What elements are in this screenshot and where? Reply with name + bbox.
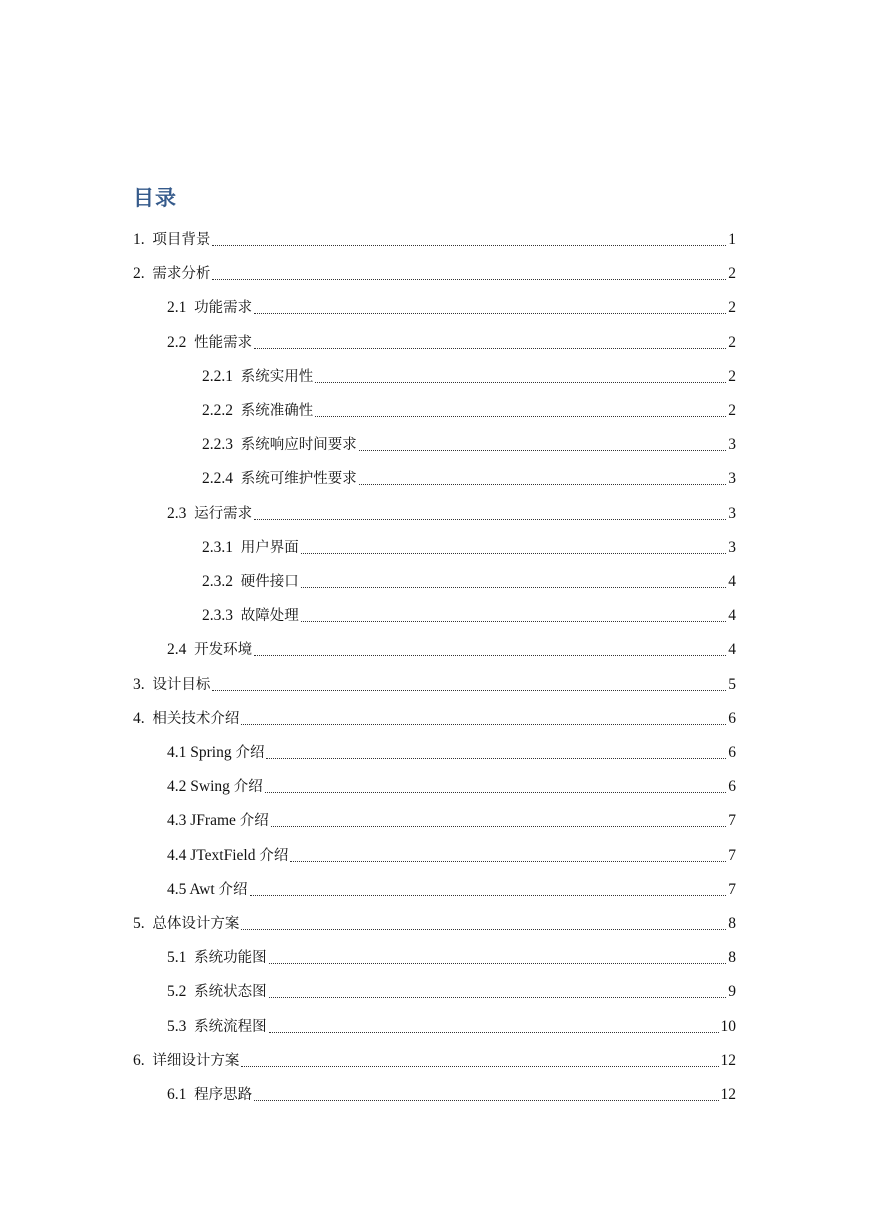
toc-entry-number: 4. — [133, 709, 145, 727]
toc-entry-number: 1. — [133, 231, 145, 248]
toc-entry-title: 设计目标 — [152, 676, 211, 693]
toc-entry-page: 1 — [728, 231, 736, 248]
toc-dot-leader — [315, 416, 726, 417]
toc-entry-spacer — [233, 469, 241, 489]
toc-entry-spacer — [145, 914, 153, 934]
toc-entry[interactable] — [167, 874, 736, 900]
toc-entry[interactable] — [167, 737, 736, 763]
toc-entry-spacer — [186, 948, 194, 968]
toc-entry[interactable] — [133, 669, 736, 695]
toc-dot-leader — [290, 861, 726, 862]
toc-dot-leader — [269, 1032, 719, 1033]
toc-entry-page: 9 — [728, 983, 736, 1001]
toc-entry-number: 2. — [133, 265, 145, 283]
toc-dot-leader — [265, 792, 727, 793]
toc-entry-spacer — [233, 435, 241, 455]
toc-entry[interactable] — [167, 292, 736, 318]
toc-entry-spacer — [186, 982, 194, 1002]
toc-entry-number: 2.2.1 — [202, 367, 233, 385]
toc-entry-title: 介绍 — [218, 881, 248, 898]
toc-entry[interactable] — [167, 976, 736, 1002]
toc-dot-leader — [212, 245, 726, 246]
toc-entry-page: 3 — [728, 436, 736, 454]
toc-dot-leader — [271, 826, 726, 827]
toc-entry-page: 4 — [728, 607, 736, 625]
toc-entry-spacer — [145, 675, 153, 695]
toc-entry[interactable] — [167, 805, 736, 831]
toc-entry-spacer — [186, 298, 194, 318]
toc-dot-leader — [241, 1066, 718, 1067]
toc-entry-number: 2.2.3 — [202, 436, 233, 454]
toc-dot-leader — [301, 621, 727, 622]
toc-dot-leader — [254, 655, 726, 656]
toc-entry-title: 运行需求 — [194, 505, 253, 522]
toc-dot-leader — [266, 758, 726, 759]
toc-entry-spacer — [233, 401, 241, 421]
toc-dot-leader — [359, 484, 727, 485]
toc-entry-page: 2 — [728, 265, 736, 283]
toc-entry-number: 5.1 — [167, 949, 187, 967]
toc-entry-title: 系统准确性 — [240, 403, 314, 419]
toc-entry[interactable] — [167, 1011, 736, 1037]
toc-dot-leader — [212, 279, 726, 280]
toc-entry-title: 系统流程图 — [194, 1018, 267, 1035]
toc-entry-spacer — [233, 367, 241, 387]
toc-entry-number: 4.3 JFrame — [167, 812, 236, 830]
toc-entry-page: 2 — [728, 333, 736, 351]
toc-entry[interactable] — [133, 703, 736, 729]
toc-entry-page: 12 — [720, 1051, 736, 1069]
toc-entry-title: 详细设计方案 — [152, 1052, 240, 1069]
toc-entry-number: 5.2 — [167, 983, 187, 1001]
toc-dot-leader — [315, 382, 726, 383]
toc-dot-leader — [254, 1100, 718, 1101]
toc-entry-spacer — [186, 1085, 194, 1105]
toc-entry-title: 系统响应时间要求 — [240, 437, 357, 454]
toc-entry-number: 4.5 Awt — [167, 880, 215, 898]
toc-entry-number: 2.2 — [167, 333, 187, 351]
toc-entry-page: 3 — [728, 504, 736, 522]
toc-entry-spacer — [186, 333, 194, 353]
toc-entry-page: 7 — [728, 880, 736, 898]
toc-entry[interactable] — [167, 1079, 736, 1105]
toc-entry-number: 4.1 Spring — [167, 744, 232, 761]
toc-title: 目录 — [133, 186, 177, 210]
toc-entry[interactable] — [133, 908, 736, 934]
toc-entry[interactable] — [133, 1045, 736, 1071]
toc-entry[interactable] — [202, 532, 736, 558]
toc-entry-spacer — [145, 709, 153, 729]
toc-entry-number: 2.3 — [167, 504, 187, 522]
toc-entry-page: 2 — [728, 402, 736, 419]
toc-entry-spacer — [145, 230, 153, 250]
toc-entry-title: 系统功能图 — [194, 950, 267, 967]
toc-dot-leader — [301, 553, 727, 554]
toc-entry-title: 介绍 — [239, 813, 269, 830]
toc-dot-leader — [254, 313, 726, 314]
toc-entry-page: 6 — [728, 778, 736, 796]
toc-entry-number: 2.4 — [167, 641, 187, 659]
toc-entry-title: 功能需求 — [194, 300, 253, 317]
toc-entry-title: 系统可维护性要求 — [240, 471, 357, 488]
toc-dot-leader — [254, 519, 726, 520]
toc-entry[interactable] — [167, 840, 736, 866]
toc-dot-leader — [269, 963, 727, 964]
toc-entry-number: 3. — [133, 675, 145, 693]
toc-dot-leader — [250, 895, 727, 896]
toc-entry-spacer — [233, 538, 241, 558]
toc-entry-title: 总体设计方案 — [152, 916, 240, 932]
toc-entry-page: 4 — [728, 573, 736, 590]
toc-entry[interactable] — [202, 395, 736, 421]
toc-entry[interactable] — [202, 463, 736, 489]
toc-entry-title: 介绍 — [235, 745, 265, 761]
toc-entry-page: 12 — [720, 1086, 736, 1103]
toc-entry-spacer — [145, 264, 153, 284]
toc-entry-page: 10 — [720, 1017, 736, 1035]
toc-entry-page: 7 — [728, 812, 736, 830]
toc-dot-leader — [269, 997, 727, 998]
toc-entry-number: 2.3.1 — [202, 538, 233, 556]
toc-entry-title: 系统实用性 — [240, 368, 314, 385]
toc-entry-page: 7 — [728, 846, 736, 864]
toc-entry[interactable] — [167, 942, 736, 968]
toc-entry[interactable] — [202, 600, 736, 626]
toc-entry-title: 介绍 — [233, 779, 263, 796]
toc-dot-leader — [254, 348, 726, 349]
toc-entry-page: 6 — [728, 709, 736, 727]
toc-entry-title: 介绍 — [259, 847, 289, 864]
toc-entry-title: 系统状态图 — [194, 984, 267, 1001]
toc-entry-spacer — [186, 640, 194, 660]
toc-entry-number: 6. — [133, 1051, 145, 1069]
toc-dot-leader — [359, 450, 727, 451]
toc-entry[interactable] — [202, 361, 736, 387]
toc-entry-number: 4.2 Swing — [167, 778, 230, 796]
toc-entry-page: 5 — [728, 675, 736, 693]
toc-entry[interactable] — [167, 634, 736, 660]
toc-entry-title: 开发环境 — [194, 642, 253, 659]
toc-entry-number: 4.4 JTextField — [167, 846, 256, 864]
toc-entry-title: 相关技术介绍 — [152, 710, 240, 727]
toc-entry-title: 性能需求 — [194, 334, 253, 351]
toc-entry-spacer — [186, 1017, 194, 1037]
toc-entry-number: 2.2.4 — [202, 470, 233, 488]
toc-dot-leader — [241, 724, 726, 725]
toc-entry[interactable] — [133, 224, 736, 250]
toc-entry-title: 故障处理 — [240, 608, 299, 625]
toc-entry-title: 用户界面 — [240, 539, 299, 556]
toc-entry-spacer — [233, 606, 241, 626]
toc-entry-spacer — [233, 572, 241, 592]
toc-entry-number: 6.1 — [167, 1086, 187, 1103]
toc-entry-title: 程序思路 — [194, 1087, 253, 1103]
toc-entry[interactable] — [133, 258, 736, 284]
toc-entry-page: 2 — [728, 367, 736, 385]
toc-entry-title: 硬件接口 — [240, 574, 299, 590]
toc-entry-page: 3 — [728, 538, 736, 556]
toc-entry-number: 2.3.3 — [202, 607, 233, 625]
toc-entry-number: 2.2.2 — [202, 402, 233, 419]
toc-entry-spacer — [186, 504, 194, 524]
toc-entry-title: 需求分析 — [152, 266, 211, 283]
toc-entry[interactable] — [167, 327, 736, 353]
toc-entry-page: 3 — [728, 470, 736, 488]
toc-entry-title: 项目背景 — [152, 232, 211, 248]
toc-entry-number: 5.3 — [167, 1017, 187, 1035]
toc-entry[interactable] — [167, 771, 736, 797]
toc-entry-page: 8 — [728, 949, 736, 967]
toc-entry-page: 6 — [728, 744, 736, 761]
toc-entry-number: 2.3.2 — [202, 573, 233, 590]
toc-entry-spacer — [145, 1051, 153, 1071]
toc-dot-leader — [212, 690, 726, 691]
toc-dot-leader — [301, 587, 727, 588]
toc-entry-page: 4 — [728, 641, 736, 659]
toc-entry[interactable] — [202, 566, 736, 592]
toc-entry[interactable] — [167, 498, 736, 524]
toc-entry-page: 8 — [728, 915, 736, 932]
toc-dot-leader — [241, 929, 726, 930]
toc-entry[interactable] — [202, 429, 736, 455]
toc-entry-number: 2.1 — [167, 299, 187, 317]
toc-entry-page: 2 — [728, 299, 736, 317]
toc-entry-number: 5. — [133, 915, 145, 932]
